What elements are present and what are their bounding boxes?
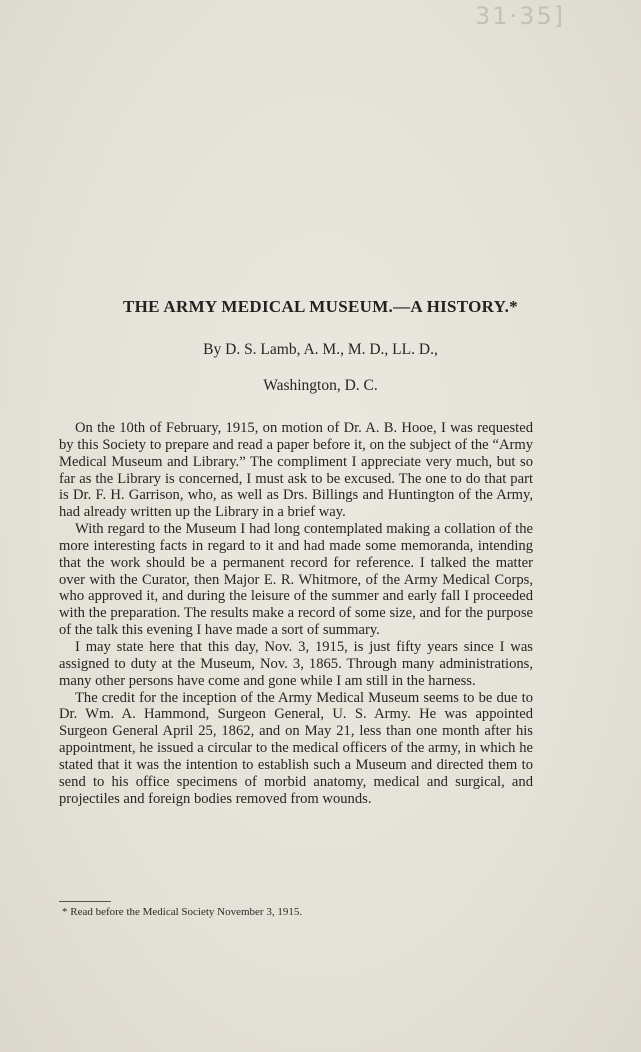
author-location: Washington, D. C.: [263, 377, 378, 394]
footnote: * Read before the Medical Society November 3, 1915.: [62, 906, 303, 918]
paragraph-3: I may state here that this day, Nov. 3, 1915, is just fifty years since I was assigned to duty at the Museum, Nov. 3, 1865. Through many administrations, many other persons have come and gone while I am still in the harness.: [59, 638, 533, 689]
paragraph-1: On the 10th of February, 1915, on motion of Dr. A. B. Hooe, I was requested by this Society to prepare and read a paper before it, on the subject of the “Army Medical Museum and Library.” The compliment I appreciate very much, but so far as the Library is concerned, I must ask to be excused. The one to do that part is Dr. F. H. Garrison, who, as well as Drs. Billings and Huntington of the Army, had already written up the Library in a brief way.: [59, 420, 533, 521]
paragraph-4: The credit for the inception of the Army Medical Museum seems to be due to Dr. Wm. A. Hammond, Surgeon General, U. S. Army. He was appointed Surgeon General April 25, 1862, and on May 21, less than one month after his appointment, he issued a circular to the medical officers of the army, in which he stated that it was the intention to establish such a Museum and directed them to send to his office specimens of morbid anatomy, medical and surgical, and projectiles and foreign bodies removed from wounds.: [59, 689, 533, 807]
footnote-divider: [59, 901, 111, 902]
article-title: THE ARMY MEDICAL MUSEUM.—A HISTORY.*: [123, 297, 518, 316]
catalog-mark: 31·35]: [475, 2, 566, 30]
article-body: [59, 420, 533, 807]
paragraph-2: With regard to the Museum I had long contemplated making a collation of the more interesting facts in regard to it and had made some memoranda, intending that the work should be a permanent record for reference. I talked the matter over with the Curator, then Major E. R. Whitmore, of the Army Medical Corps, who approved it, and during the leisure of the summer and early fall I proceeded with the preparation. The results make a record of some size, and for the purpose of the talk this evening I have made a sort of summary.: [59, 521, 533, 639]
author-byline: By D. S. Lamb, A. M., M. D., LL. D.,: [203, 341, 438, 358]
